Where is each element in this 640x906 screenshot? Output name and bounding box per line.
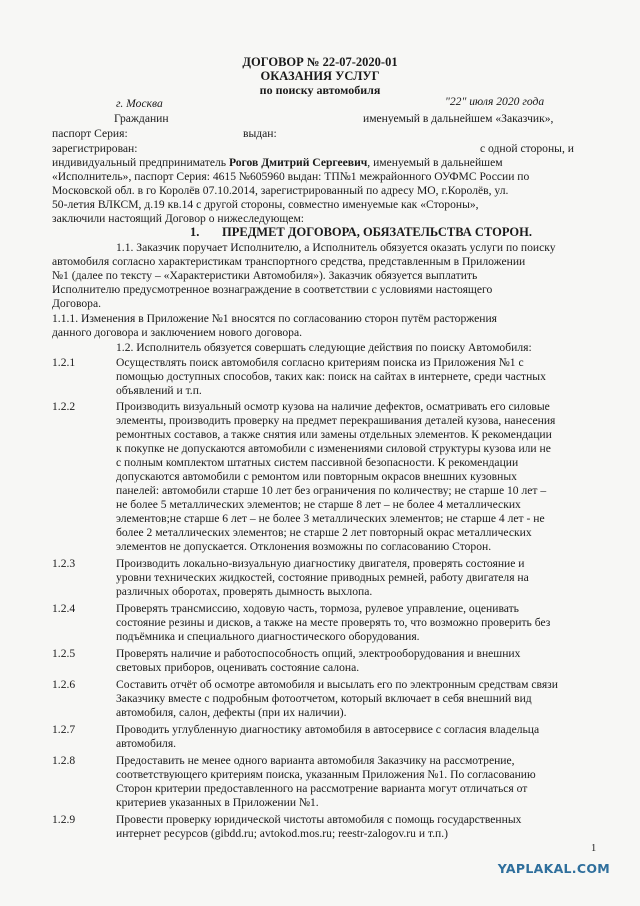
one-side-text: с одной стороны, и [480,142,574,155]
party-citizen-label: Гражданин [114,112,169,125]
contract-page: ДОГОВОР № 22-07-2020-01 ОКАЗАНИЯ УСЛУГ по поиску автомобиля г. Москва "22" июля 2020 года Гражданин именуемый в дальнейшем «Заказчик», паспорт Серия: выдан: зарегистрирован: с одной стороны, и индивидуальный предприниматель Рогов Дмитрий Сергеевич, именуемый в дальнейшем «Исполнитель», паспорт Серия: 4615 №605960 выдан: ТП№1 межрайонного ОУФМС России по Московской обл. в го Королёв 07.10.2014, зарегистрированный по адресу МО, г.Королёв, ул. 50-летия ВЛКСМ, д.19 кв.14 с другой стороны, совместно именуемые как «Стороны», заключили настоящий Договор о нижеследующем: 1. ПРЕДМЕТ ДОГОВОРА, ОБЯЗАТЕЛЬСТВА СТОРОН. 1.1. Заказчик поручает Исполнителю, а Исполнитель обязуется оказать услуги по поиску автомобиля согласно характеристикам транспортного средства, представленным в Приложении №1 (далее по тексту – «Характеристики Автомобиля»). Заказчик обязуется выплатить Исполнителю предусмотренное вознаграждение в соответствии с условиями настоящего Договора. 1.1.1. Изменения в Приложение №1 вносятся по согласованию сторон путём расторжения данного договора и заключением нового договора. 1.2. Исполнитель обязуется совершать следующие действия по поиску Автомобиля: 1.2.1 Осуществлять поиск автомобиля согласно критериям поиска из Приложения №1 с помощью доступных способов, таких как: поиск на сайтах в интернете, среди частных объявлений и т.п. 1.2.2 Производить визуальный осмотр кузова на наличие дефектов, осматривать его силовые элементы, производить проверку на предмет перекрашивания деталей кузова, нанесения ремонтных составов, а также снятия или замены отдельных элементов. К рекомендации к покупке не допускаются автомобили с изменениями силовой структуры кузова или не с полным комплектом штатных систем пассивной безопасности. К рекомендации допускаются автомобили с ремонтом или повторным окрасов внешних кузовных панелей: автомобили старше 10 лет без ограничения по количеству; не старше 10 лет – не более 5 металлических элементов; не старше 8 лет – не более 4 металлических элементов;не старше 6 лет – не более 3 металлических элементов; не старше 4 лет - не более 2 металлических элементов; не старше 2 лет повторный окрас металлических элементов не допускается. Отклонения возможны по согласованию Сторон. 1.2.3 Производить локально-визуальную диагностику двигателя, проверять состояние и уровни технических жидкостей, состояние приводных ремней, работу двигателя на различных оборотах, проверять дымность выхлопа. 1.2.4 Проверять трансмиссию, ходовую часть, тормоза, рулевое управление, оценивать состояние резины и дисков, а также на месте проверять то, что возможно проверить без подъёмника и специального диагностического оборудования. 1.2.5 Проверять наличие и работоспособность опций, электрооборудования и внешних световых приборов, оценивать состояние салона. 1.2.6 Составить отчёт об осмотре автомобиля и высылать его по электронным средствам связи Заказчику вместе с подробным фотоотчетом, который включает в себя внешний вид автомобиля, салон, дефекты (при их наличии). 1.2.7 Проводить углубленную диагностику автомобиля в автосервисе с согласия владельца автомобиля. 1.2.8 Предоставить не менее одного варианта автомобиля Заказчику на рассмотрение, соответствующего критериям поиска, указанным Приложения №1. По согласованию Сторон критерии предоставленного на рассмотрение варианта могут отличаться от критериев указанных в Приложении №1. 1.2.9 Провести проверку юридической чистоты автомобиля с помощь государственных интернет ресурсов (gibdd.ru; avtokod.mos.ru; reestr-zalogov.ru и т.п.) 1 YAPLAKAL.COM [0,0,640,906]
city: г. Москва [116,97,163,110]
page-number: 1 [591,843,597,854]
executor-line-2: «Исполнитель», паспорт Серия: 4615 №605960 выдан: ТП№1 межрайонного ОУФМС России по [52,170,530,183]
document-subtitle: ОКАЗАНИЯ УСЛУГ [260,69,380,83]
section-1-number: 1. [190,225,200,239]
watermark: YAPLAKAL.COM [497,861,610,876]
passport-label: паспорт Серия: [52,127,128,140]
party-customer-named: именуемый в дальнейшем «Заказчик», [363,112,554,125]
registered-label: зарегистрирован: [52,142,138,155]
clause-1-2: 1.2. Исполнитель обязуется совершать следующие действия по поиску Автомобиля: [116,341,532,354]
executor-name: Рогов Дмитрий Сергеевич [228,156,368,169]
executor-line-5: заключили настоящий Договор о нижеследующем: [52,212,305,225]
section-1-heading: ПРЕДМЕТ ДОГОВОРА, ОБЯЗАТЕЛЬСТВА СТОРОН. [222,225,532,239]
executor-line-3: Московской обл. в го Королёв 07.10.2014, зарегистрированный по адресу МО, г.Королёв, ул. [52,184,509,197]
document-subject: по поиску автомобиля [259,83,381,97]
executor-line-4: 50-летия ВЛКСМ, д.19 кв.14 с другой стороны, совместно именуемые как «Стороны», [52,198,479,211]
executor-line-1: индивидуальный предприниматель Рогов Дмитрий Сергеевич, именуемый в дальнейшем [52,156,503,169]
issued-label: выдан: [243,127,277,140]
contract-date: "22" июля 2020 года [445,95,545,108]
document-title: ДОГОВОР № 22-07-2020-01 [242,55,398,69]
